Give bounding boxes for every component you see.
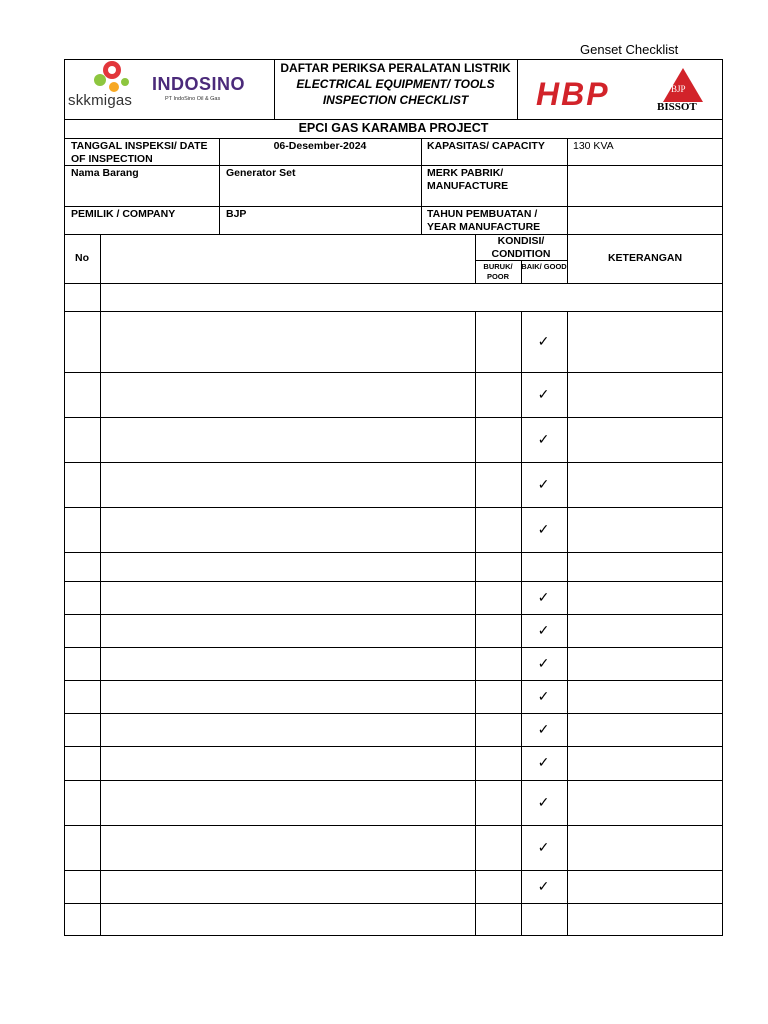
- capacity-value: 130 KVA: [573, 140, 614, 152]
- good-check-icon: ✓: [537, 589, 550, 605]
- skkmigas-wordmark: skkmigas: [68, 92, 133, 109]
- good-check-icon: ✓: [537, 521, 550, 537]
- good-check-icon: ✓: [537, 476, 550, 492]
- header-no: No: [75, 252, 89, 264]
- good-check-icon: ✓: [537, 721, 550, 737]
- item-name-value: Generator Set: [226, 167, 296, 179]
- header-good: BAIK/ GOOD: [521, 262, 567, 271]
- good-check-icon: ✓: [537, 878, 550, 894]
- title-line-1: DAFTAR PERIKSA PERALATAN LISTRIK: [280, 61, 511, 75]
- good-check-icon: ✓: [537, 431, 550, 447]
- item-name-label: Nama Barang: [71, 167, 139, 179]
- company-label: PEMILIK / COMPANY: [71, 208, 176, 220]
- document-label: Genset Checklist: [580, 42, 679, 57]
- good-check-icon: ✓: [537, 622, 550, 638]
- header-remarks: KETERANGAN: [607, 252, 683, 264]
- hbp-wordmark: HBP: [536, 76, 610, 112]
- good-check-icon: ✓: [537, 839, 550, 855]
- title-line-3: INSPECTION CHECKLIST: [322, 93, 469, 107]
- year-manufacture-label: TAHUN PEMBUATAN / YEAR MANUFACTURE: [427, 208, 541, 233]
- good-check-icon: ✓: [537, 386, 550, 402]
- title-line-2: ELECTRICAL EQUIPMENT/ TOOLS: [296, 77, 495, 91]
- good-check-icon: ✓: [537, 333, 550, 349]
- inspection-date-value: 06-Desember-2024: [273, 140, 367, 152]
- good-check-icon: ✓: [537, 794, 550, 810]
- bjp-mark: BJP: [671, 84, 686, 94]
- header-condition: KONDISI/ CONDITION: [491, 235, 551, 260]
- good-check-icon: ✓: [537, 688, 550, 704]
- good-check-icon: ✓: [537, 655, 550, 671]
- indosino-subtitle: PT IndoSino Oil & Gas: [165, 96, 221, 102]
- inspection-date-label: TANGGAL INSPEKSI/ DATE OF INSPECTION: [71, 140, 208, 165]
- good-check-icon: ✓: [537, 754, 550, 770]
- indosino-wordmark: INDOSINO: [152, 74, 246, 94]
- bissot-wordmark: BISSOT: [657, 101, 697, 113]
- company-value: BJP: [226, 208, 247, 220]
- header-poor: BURUK/ POOR: [483, 262, 513, 281]
- checklist-frame: [64, 59, 723, 936]
- project-title: EPCI GAS KARAMBA PROJECT: [298, 121, 489, 135]
- manufacturer-label: MERK PABRIK/ MANUFACTURE: [427, 167, 509, 192]
- capacity-label: KAPASITAS/ CAPACITY: [427, 140, 545, 152]
